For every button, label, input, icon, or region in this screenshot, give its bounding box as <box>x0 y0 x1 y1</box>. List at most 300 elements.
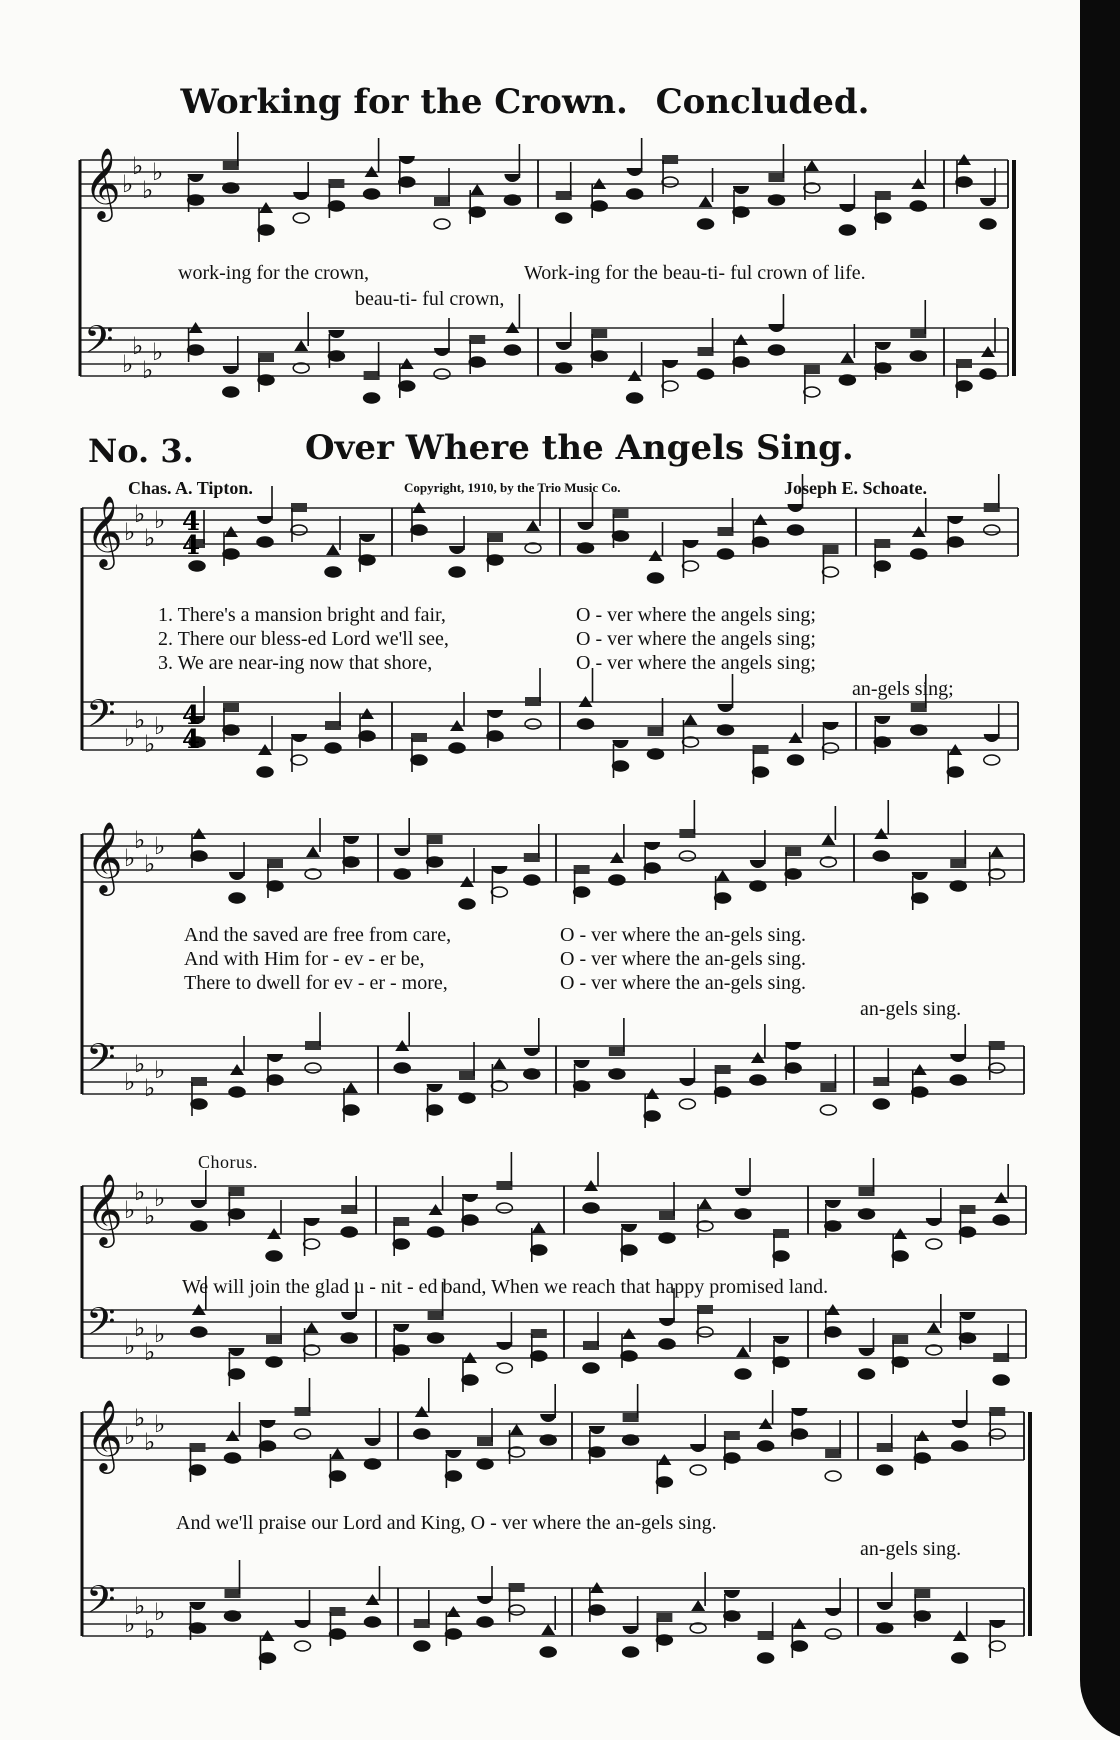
note-head <box>690 1444 706 1452</box>
flat-icon: ♭ <box>144 1202 156 1230</box>
note-head <box>359 555 375 565</box>
note-head <box>691 1600 705 1611</box>
note-head <box>644 863 660 873</box>
note-head <box>556 213 572 223</box>
song-number: No. 3. <box>88 432 194 470</box>
note-head <box>223 161 239 170</box>
note-head <box>260 1653 276 1663</box>
note-head <box>556 342 572 350</box>
flat-icon: ♭ <box>152 158 164 186</box>
note-head <box>190 1623 206 1633</box>
note-head <box>449 743 465 753</box>
note-head <box>659 1339 675 1349</box>
note-head <box>462 1194 478 1202</box>
note-head <box>662 381 678 391</box>
note-head <box>445 1629 461 1639</box>
continued-song-status: Concluded. <box>655 82 870 122</box>
note-head <box>591 351 607 361</box>
flat-icon: ♭ <box>122 350 134 378</box>
note-head <box>556 191 572 200</box>
note-head <box>470 184 484 195</box>
note-head <box>583 1203 599 1213</box>
note-head <box>257 767 273 777</box>
note-head <box>531 1329 547 1338</box>
note-head <box>393 1239 409 1249</box>
note-head <box>393 1217 409 1226</box>
note-head <box>267 1054 283 1062</box>
note-head <box>753 767 769 777</box>
note-head <box>434 219 450 229</box>
note-head <box>491 866 507 874</box>
note-head <box>656 1635 672 1645</box>
note-head <box>877 1443 893 1452</box>
note-head <box>188 195 204 205</box>
note-head <box>343 857 359 867</box>
note-head <box>839 204 855 212</box>
verse-1-line-d: O - ver where the an-gels sing. <box>560 924 807 946</box>
note-head <box>291 525 307 535</box>
note-head <box>328 179 344 188</box>
note-head <box>750 1075 766 1085</box>
note-head <box>648 573 664 583</box>
note-head <box>623 1626 639 1634</box>
note-head <box>414 1619 430 1628</box>
note-head <box>330 1607 346 1616</box>
note-head <box>825 1327 841 1337</box>
echo-line: an-gels sing; <box>852 678 954 700</box>
note-head <box>609 875 625 885</box>
flat-icon: ♭ <box>142 176 154 204</box>
flat-icon: ♭ <box>132 332 144 360</box>
verse-2-line-c: And with Him for - ev - er be, <box>184 948 425 970</box>
note-head <box>487 731 503 741</box>
note-head <box>859 1348 875 1356</box>
note-head <box>627 168 643 176</box>
note-head <box>950 859 966 868</box>
note-head <box>449 546 465 554</box>
note-head <box>821 834 835 845</box>
note-head <box>758 1653 774 1663</box>
note-head <box>715 893 731 903</box>
treble-clef-icon: 𝄞 <box>86 494 123 567</box>
flat-icon: ♭ <box>144 1074 156 1102</box>
note-head <box>496 1203 512 1213</box>
verse-3-line-b: O - ver where the angels sing; <box>576 652 816 674</box>
note-head <box>718 549 734 559</box>
note-head <box>574 865 590 874</box>
note-head <box>980 219 996 229</box>
note-head <box>911 725 927 735</box>
note-head <box>823 743 839 753</box>
note-head <box>621 1245 637 1255</box>
note-head <box>257 516 273 524</box>
note-head <box>487 710 503 718</box>
note-head <box>434 197 450 206</box>
bass-clef-icon: 𝄢 <box>84 317 114 371</box>
note-head <box>683 561 699 571</box>
flat-icon: ♭ <box>132 152 144 180</box>
note-head <box>267 859 283 868</box>
note-head <box>509 1605 525 1615</box>
note-head <box>469 335 485 344</box>
author-credit: Chas. A. Tipton. <box>128 478 253 498</box>
note-head <box>525 719 541 729</box>
note-head <box>589 1605 605 1615</box>
flat-icon: ♭ <box>142 356 154 384</box>
time-signature-bass: 4 <box>182 701 201 731</box>
note-head <box>914 1453 930 1463</box>
lyric-line: beau-ti- ful crown, <box>355 288 505 310</box>
flat-icon: ♭ <box>154 1410 166 1438</box>
note-head <box>228 1187 244 1196</box>
note-head <box>492 1058 506 1069</box>
note-head <box>892 1335 908 1344</box>
note-head <box>504 345 520 355</box>
note-head <box>491 887 507 897</box>
flat-icon: ♭ <box>144 524 156 552</box>
note-head <box>225 1589 241 1598</box>
flat-icon: ♭ <box>122 170 134 198</box>
note-head <box>365 1459 381 1469</box>
flat-icon: ♭ <box>134 826 146 854</box>
note-head <box>260 1441 276 1451</box>
note-head <box>613 740 629 748</box>
note-head <box>698 347 714 356</box>
note-head <box>990 846 1004 857</box>
note-head <box>698 1198 712 1209</box>
echo-line: an-gels sing. <box>860 1538 962 1560</box>
bass-clef-icon: 𝄢 <box>86 1035 116 1089</box>
note-head <box>750 881 766 891</box>
note-head <box>223 183 239 193</box>
note-head <box>960 1333 976 1343</box>
flat-icon: ♭ <box>134 1178 146 1206</box>
echo-line: an-gels sing. <box>860 998 962 1020</box>
note-head <box>825 1608 841 1616</box>
note-head <box>873 1099 889 1109</box>
note-head <box>684 714 698 725</box>
note-head <box>477 1596 493 1604</box>
flat-icon: ♭ <box>124 844 136 872</box>
lyric-line: work-ing for the crown, <box>178 262 370 284</box>
time-signature-treble: 4 <box>182 531 201 561</box>
note-head <box>839 225 855 235</box>
flat-icon: ♭ <box>144 1428 156 1456</box>
note-head <box>773 1357 789 1367</box>
note-head <box>477 1459 493 1469</box>
note-head <box>698 219 714 229</box>
note-head <box>540 1414 556 1422</box>
note-head <box>462 1215 478 1225</box>
note-head <box>859 1369 875 1379</box>
note-head <box>509 1583 525 1592</box>
note-head <box>583 1363 599 1373</box>
note-head <box>733 207 749 217</box>
note-head <box>989 1041 1005 1050</box>
note-head <box>325 721 341 730</box>
note-head <box>393 1345 409 1355</box>
note-head <box>578 543 594 553</box>
note-head <box>698 369 714 379</box>
note-head <box>583 1341 599 1350</box>
note-head <box>613 531 629 541</box>
flat-icon: ♭ <box>154 1056 166 1084</box>
note-head <box>623 1435 639 1445</box>
flat-icon: ♭ <box>124 1068 136 1096</box>
note-head <box>788 755 804 765</box>
note-head <box>823 545 839 554</box>
note-head <box>947 767 963 777</box>
bass-clef-icon: 𝄢 <box>86 691 116 745</box>
verse-1-line-b: O - ver where the angels sing; <box>576 604 816 626</box>
note-head <box>540 1435 556 1445</box>
note-head <box>326 544 340 555</box>
note-head <box>295 1620 311 1628</box>
note-head <box>733 357 749 367</box>
note-head <box>399 381 415 391</box>
note-head <box>445 1471 461 1481</box>
note-head <box>267 1075 283 1085</box>
note-head <box>487 533 503 542</box>
note-head <box>556 363 572 373</box>
verse-3-line-a: 3. We are near-ing now that shore, <box>158 652 433 674</box>
note-head <box>733 186 749 194</box>
note-head <box>912 872 928 880</box>
note-head <box>892 1251 908 1261</box>
note-head <box>613 509 629 518</box>
note-head <box>524 1048 540 1056</box>
verse-2-line-a: 2. There our bless-ed Lord we'll see, <box>158 628 449 650</box>
note-head <box>341 1227 357 1237</box>
note-head <box>875 191 891 200</box>
note-head <box>477 1437 493 1446</box>
verse-3-line-c: There to dwell for ev - er - more, <box>184 972 448 994</box>
note-head <box>648 749 664 759</box>
note-head <box>609 1069 625 1079</box>
note-head <box>659 1233 675 1243</box>
bass-clef-icon: 𝄢 <box>86 1577 116 1631</box>
note-head <box>341 1333 357 1343</box>
note-head <box>952 1420 968 1428</box>
note-head <box>591 201 607 211</box>
note-head <box>225 1453 241 1463</box>
chorus-line-1: We will join the glad u - nit - ed band, When we reach that happy promised land. <box>182 1276 829 1298</box>
note-head <box>621 1351 637 1361</box>
note-head <box>589 1426 605 1434</box>
note-head <box>952 1653 968 1663</box>
note-head <box>328 201 344 211</box>
note-head <box>469 207 485 217</box>
flat-icon: ♭ <box>144 850 156 878</box>
note-head <box>773 1229 789 1238</box>
continued-song-title: Working for the Crown. <box>180 82 628 122</box>
flat-icon: ♭ <box>124 1610 136 1638</box>
note-head <box>359 731 375 741</box>
note-head <box>960 1227 976 1237</box>
flat-icon: ♭ <box>154 1598 166 1626</box>
lyric-line: Work-ing for the beau-ti- ful crown of life. <box>524 262 866 284</box>
note-head <box>911 549 927 559</box>
note-head <box>325 567 341 577</box>
note-head <box>462 1375 478 1385</box>
verse-1-line-c: And the saved are free from care, <box>184 924 452 946</box>
note-head <box>724 1611 740 1621</box>
note-head <box>578 719 594 729</box>
note-head <box>574 887 590 897</box>
note-head <box>229 872 245 880</box>
note-head <box>956 177 972 187</box>
note-head <box>578 522 594 530</box>
note-head <box>804 387 820 397</box>
note-head <box>875 213 891 223</box>
note-head <box>825 1471 841 1481</box>
note-head <box>427 835 443 844</box>
note-head <box>394 869 410 879</box>
note-head <box>768 324 784 332</box>
note-head <box>228 1348 244 1356</box>
note-head <box>758 1631 774 1640</box>
note-head <box>718 527 734 536</box>
note-head <box>947 537 963 547</box>
note-head <box>735 1209 751 1219</box>
note-head <box>223 703 239 712</box>
note-head <box>188 174 204 182</box>
note-head <box>223 725 239 735</box>
note-head <box>411 733 427 742</box>
note-head <box>912 893 928 903</box>
note-head <box>820 1083 836 1092</box>
note-head <box>724 1431 740 1440</box>
note-head <box>960 1312 976 1320</box>
note-head <box>644 1111 660 1121</box>
note-head <box>715 1087 731 1097</box>
note-head <box>304 1218 320 1226</box>
note-head <box>343 1105 359 1115</box>
note-head <box>735 1188 751 1196</box>
note-head <box>621 1224 637 1232</box>
note-head <box>295 1641 311 1651</box>
note-head <box>791 1429 807 1439</box>
note-head <box>266 1251 282 1261</box>
note-head <box>190 1465 206 1475</box>
note-head <box>950 1054 966 1062</box>
note-head <box>773 1251 789 1261</box>
treble-clef-icon: 𝄞 <box>84 146 121 219</box>
note-head <box>504 174 520 182</box>
note-head <box>825 1629 841 1639</box>
note-head <box>191 1200 207 1208</box>
note-head <box>445 1450 461 1458</box>
note-head <box>304 1239 320 1249</box>
note-head <box>679 1078 695 1086</box>
note-head <box>394 1063 410 1073</box>
note-head <box>804 365 820 374</box>
note-head <box>874 737 890 747</box>
note-head <box>648 727 664 736</box>
verse-3-line-d: O - ver where the an-gels sing. <box>560 972 807 994</box>
note-head <box>293 192 309 200</box>
note-head <box>950 881 966 891</box>
note-head <box>306 846 320 857</box>
flat-icon: ♭ <box>134 1314 146 1342</box>
note-head <box>399 177 415 187</box>
note-head <box>839 375 855 385</box>
note-head <box>266 1335 282 1344</box>
note-head <box>188 345 204 355</box>
note-head <box>950 1075 966 1085</box>
note-head <box>427 1105 443 1115</box>
note-head <box>724 1590 740 1598</box>
note-head <box>414 1641 430 1651</box>
note-head <box>662 155 678 164</box>
note-head <box>510 1424 524 1435</box>
note-head <box>293 213 309 223</box>
note-head <box>341 1205 357 1214</box>
note-head <box>531 1245 547 1255</box>
note-head <box>914 1611 930 1621</box>
note-head <box>659 1211 675 1220</box>
note-head <box>984 503 1000 512</box>
note-head <box>532 1222 546 1233</box>
note-head <box>330 1471 346 1481</box>
note-head <box>258 353 274 362</box>
note-head <box>504 195 520 205</box>
note-head <box>791 1641 807 1651</box>
note-head <box>947 516 963 524</box>
note-head <box>574 1060 590 1068</box>
note-head <box>449 567 465 577</box>
note-head <box>627 393 643 403</box>
note-head <box>785 847 801 856</box>
note-head <box>305 1041 321 1050</box>
note-head <box>956 359 972 368</box>
flat-icon: ♭ <box>124 724 136 752</box>
note-head <box>926 1218 942 1226</box>
note-head <box>496 1342 512 1350</box>
note-head <box>190 1443 206 1452</box>
note-head <box>877 1465 893 1475</box>
note-head <box>627 189 643 199</box>
note-head <box>840 352 854 363</box>
note-head <box>718 704 734 712</box>
note-head <box>609 1047 625 1056</box>
note-head <box>911 703 927 712</box>
treble-clef-icon: 𝄞 <box>86 820 123 893</box>
note-head <box>874 716 890 724</box>
note-head <box>805 160 819 171</box>
note-head <box>459 899 475 909</box>
note-head <box>341 1312 357 1320</box>
flat-icon: ♭ <box>154 1184 166 1212</box>
note-head <box>662 360 678 368</box>
note-head <box>825 1449 841 1458</box>
note-head <box>258 375 274 385</box>
note-head <box>258 225 274 235</box>
note-head <box>956 381 972 391</box>
verse-2-line-d: O - ver where the an-gels sing. <box>560 948 807 970</box>
note-head <box>993 1375 1009 1385</box>
note-head <box>788 504 804 512</box>
note-head <box>735 1369 751 1379</box>
note-head <box>399 156 415 164</box>
note-head <box>266 1357 282 1367</box>
song-title: Over Where the Angels Sing. <box>305 428 854 468</box>
note-head <box>411 755 427 765</box>
flat-icon: ♭ <box>144 1338 156 1366</box>
note-head <box>459 1071 475 1080</box>
verse-2-line-b: O - ver where the angels sing; <box>576 628 816 650</box>
note-head <box>331 1448 345 1459</box>
